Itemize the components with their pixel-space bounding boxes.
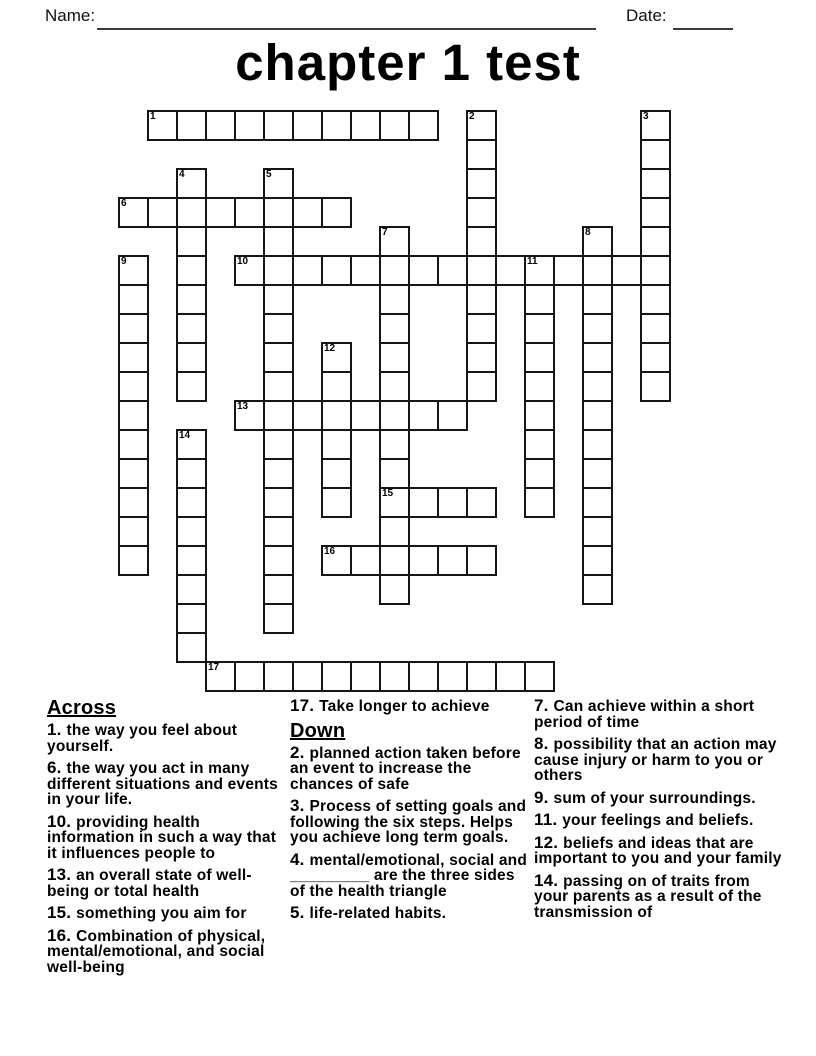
date-label: Date: xyxy=(626,6,667,25)
grid-cell-r13c12[interactable] xyxy=(466,487,497,518)
clue-14 xyxy=(534,870,782,921)
grid-number-10: 10 xyxy=(237,256,249,267)
grid-cell-r8c14[interactable] xyxy=(524,342,555,373)
clue-number-label: 3. xyxy=(290,796,310,815)
grid-cell-r3c5[interactable] xyxy=(263,197,294,228)
grid-cell-r5c15[interactable] xyxy=(553,255,584,286)
grid-number-15: 15 xyxy=(382,488,394,499)
clue-text: providing health information in such a way that it influences people to xyxy=(47,813,277,862)
clue-9 xyxy=(534,787,782,807)
clue-1 xyxy=(47,722,281,754)
clue-3 xyxy=(290,798,528,846)
clue-number-label: 5. xyxy=(290,903,310,922)
grid-cell-r6c18[interactable] xyxy=(640,284,671,315)
grid-cell-r10c14[interactable] xyxy=(524,400,555,431)
grid-number-3: 3 xyxy=(643,111,649,122)
grid-cell-r6c0[interactable] xyxy=(118,284,149,315)
clue-text: life-related habits. xyxy=(309,905,447,922)
clue-text: the way you act in many different situations and events in your life. xyxy=(47,760,278,808)
grid-cell-r4c12[interactable] xyxy=(466,226,497,257)
across-heading: Across xyxy=(47,697,117,719)
grid-number-8: 8 xyxy=(585,227,591,238)
clue-number-label: 9. xyxy=(534,787,554,807)
grid-cell-r6c12[interactable] xyxy=(466,284,497,315)
grid-number-4: 4 xyxy=(179,169,185,180)
grid-cell-r10c7[interactable] xyxy=(321,400,352,431)
grid-cell-r7c16[interactable] xyxy=(582,313,613,344)
clue-15 xyxy=(47,905,281,922)
clue-number-label: 4. xyxy=(290,849,310,869)
grid-cell-r10c10[interactable] xyxy=(408,400,439,431)
clue-text: passing on of traits from your parents as a result of the transmission of xyxy=(534,872,762,921)
grid-cell-r1c12[interactable] xyxy=(466,139,497,170)
grid-cell-r12c16[interactable] xyxy=(582,458,613,489)
grid-cell-r14c0[interactable] xyxy=(118,516,149,547)
clue-text: beliefs and ideas that are important to you and your family xyxy=(534,834,782,867)
grid-cell-r12c7[interactable] xyxy=(321,458,352,489)
grid-cell-r7c2[interactable] xyxy=(176,313,207,344)
grid-cell-r12c2[interactable] xyxy=(176,458,207,489)
grid-cell-r8c2[interactable] xyxy=(176,342,207,373)
grid-cell-r15c16[interactable] xyxy=(582,545,613,576)
grid-cell-r19c10[interactable] xyxy=(408,661,439,692)
clue-column-1 xyxy=(47,698,281,981)
grid-cell-r4c18[interactable] xyxy=(640,226,671,257)
clue-text: Take longer to achieve xyxy=(319,698,490,715)
grid-cell-r12c5[interactable] xyxy=(263,458,294,489)
grid-cell-r19c5[interactable] xyxy=(263,661,294,692)
grid-cell-r19c6[interactable] xyxy=(292,661,323,692)
clue-number-label: 12. xyxy=(534,832,564,852)
grid-cell-r13c2[interactable] xyxy=(176,487,207,518)
grid-cell-r7c14[interactable] xyxy=(524,313,555,344)
clue-text: mental/emotional, social and _________ are the three sides of the health triangle xyxy=(290,851,527,900)
clue-number-label: 8. xyxy=(534,734,554,753)
grid-cell-r19c9[interactable] xyxy=(379,661,410,692)
grid-cell-r18c2[interactable] xyxy=(176,632,207,663)
grid-cell-r8c9[interactable] xyxy=(379,342,410,373)
grid-cell-r9c2[interactable] xyxy=(176,371,207,402)
grid-cell-r15c11[interactable] xyxy=(437,545,468,576)
grid-cell-r14c2[interactable] xyxy=(176,516,207,547)
clue-text: Process of setting goals and following the six steps. Helps you achieve long term goals. xyxy=(290,798,527,846)
grid-cell-r15c12[interactable] xyxy=(466,545,497,576)
clue-text: the way you feel about yourself. xyxy=(47,722,238,755)
grid-cell-r13c0[interactable] xyxy=(118,487,149,518)
grid-cell-r19c4[interactable] xyxy=(234,661,265,692)
grid-cell-r6c14[interactable] xyxy=(524,284,555,315)
grid-cell-r11c5[interactable] xyxy=(263,429,294,460)
grid-cell-r19c7[interactable] xyxy=(321,661,352,692)
grid-cell-r13c14[interactable] xyxy=(524,487,555,518)
clue-text: your feelings and beliefs. xyxy=(562,812,754,829)
grid-cell-r11c14[interactable] xyxy=(524,429,555,460)
grid-cell-r15c10[interactable] xyxy=(408,545,439,576)
grid-cell-r19c11[interactable] xyxy=(437,661,468,692)
grid-cell-r2c12[interactable] xyxy=(466,168,497,199)
grid-cell-r13c7[interactable] xyxy=(321,487,352,518)
clue-column-2 xyxy=(290,698,528,928)
grid-cell-r10c8[interactable] xyxy=(350,400,381,431)
grid-cell-r5c9[interactable] xyxy=(379,255,410,286)
grid-number-9: 9 xyxy=(121,256,127,267)
clue-number-label: 17. xyxy=(290,696,320,715)
clue-number-label: 16. xyxy=(47,925,77,945)
clue-8 xyxy=(534,736,782,784)
grid-cell-r16c2[interactable] xyxy=(176,574,207,605)
grid-cell-r8c0[interactable] xyxy=(118,342,149,373)
grid-cell-r11c0[interactable] xyxy=(118,429,149,460)
grid-cell-r15c9[interactable] xyxy=(379,545,410,576)
grid-cell-r14c5[interactable] xyxy=(263,516,294,547)
grid-cell-r0c10[interactable] xyxy=(408,110,439,141)
grid-number-13: 13 xyxy=(237,401,249,412)
grid-cell-r0c9[interactable] xyxy=(379,110,410,141)
grid-cell-r4c5[interactable] xyxy=(263,226,294,257)
grid-cell-r9c5[interactable] xyxy=(263,371,294,402)
grid-cell-r19c14[interactable] xyxy=(524,661,555,692)
clue-number-label: 10. xyxy=(47,811,77,831)
grid-cell-r5c18[interactable] xyxy=(640,255,671,286)
grid-cell-r0c8[interactable] xyxy=(350,110,381,141)
grid-cell-r12c9[interactable] xyxy=(379,458,410,489)
grid-cell-r15c5[interactable] xyxy=(263,545,294,576)
grid-cell-r7c18[interactable] xyxy=(640,313,671,344)
clue-13 xyxy=(47,867,281,899)
clue-text: an overall state of well-being or total health xyxy=(47,867,252,900)
grid-cell-r10c11[interactable] xyxy=(437,400,468,431)
grid-cell-r7c5[interactable] xyxy=(263,313,294,344)
grid-number-12: 12 xyxy=(324,343,336,354)
clue-number-label: 15. xyxy=(47,903,77,922)
grid-cell-r3c18[interactable] xyxy=(640,197,671,228)
grid-cell-r9c12[interactable] xyxy=(466,371,497,402)
clue-2 xyxy=(290,742,528,793)
grid-cell-r10c9[interactable] xyxy=(379,400,410,431)
grid-cell-r13c16[interactable] xyxy=(582,487,613,518)
grid-cell-r5c7[interactable] xyxy=(321,255,352,286)
grid-cell-r16c16[interactable] xyxy=(582,574,613,605)
grid-cell-r3c2[interactable] xyxy=(176,197,207,228)
clue-6 xyxy=(47,760,281,808)
grid-cell-r0c4[interactable] xyxy=(234,110,265,141)
grid-cell-r7c12[interactable] xyxy=(466,313,497,344)
grid-cell-r11c7[interactable] xyxy=(321,429,352,460)
grid-cell-r14c9[interactable] xyxy=(379,516,410,547)
grid-number-2: 2 xyxy=(469,111,475,122)
grid-cell-r10c0[interactable] xyxy=(118,400,149,431)
grid-cell-r9c0[interactable] xyxy=(118,371,149,402)
grid-cell-r8c5[interactable] xyxy=(263,342,294,373)
clue-number-label: 1. xyxy=(47,720,67,739)
grid-cell-r9c9[interactable] xyxy=(379,371,410,402)
grid-cell-r5c10[interactable] xyxy=(408,255,439,286)
grid-cell-r16c9[interactable] xyxy=(379,574,410,605)
clue-number-label: 14. xyxy=(534,870,564,890)
grid-cell-r9c18[interactable] xyxy=(640,371,671,402)
date-input-line[interactable] xyxy=(673,28,733,30)
grid-cell-r4c2[interactable] xyxy=(176,226,207,257)
clue-text: something you aim for xyxy=(76,905,247,922)
grid-cell-r5c11[interactable] xyxy=(437,255,468,286)
grid-cell-r2c18[interactable] xyxy=(640,168,671,199)
grid-cell-r3c7[interactable] xyxy=(321,197,352,228)
grid-cell-r9c16[interactable] xyxy=(582,371,613,402)
clue-column-3 xyxy=(534,698,782,926)
grid-number-1: 1 xyxy=(150,111,156,122)
grid-cell-r8c16[interactable] xyxy=(582,342,613,373)
grid-cell-r7c9[interactable] xyxy=(379,313,410,344)
clue-17 xyxy=(290,698,528,715)
grid-cell-r12c0[interactable] xyxy=(118,458,149,489)
clue-12 xyxy=(534,832,782,867)
grid-cell-r0c2[interactable] xyxy=(176,110,207,141)
clue-16 xyxy=(47,925,281,976)
grid-cell-r5c13[interactable] xyxy=(495,255,526,286)
grid-number-17: 17 xyxy=(208,662,220,673)
grid-cell-r13c11[interactable] xyxy=(437,487,468,518)
page-title: chapter 1 test xyxy=(235,34,581,91)
clue-10 xyxy=(47,811,281,862)
grid-cell-r10c5[interactable] xyxy=(263,400,294,431)
clue-text: planned action taken before an event to increase the chances of safe xyxy=(290,744,521,793)
grid-cell-r10c6[interactable] xyxy=(292,400,323,431)
grid-cell-r19c13[interactable] xyxy=(495,661,526,692)
grid-cell-r0c7[interactable] xyxy=(321,110,352,141)
grid-cell-r19c12[interactable] xyxy=(466,661,497,692)
grid-cell-r15c2[interactable] xyxy=(176,545,207,576)
grid-cell-r3c4[interactable] xyxy=(234,197,265,228)
grid-cell-r16c5[interactable] xyxy=(263,574,294,605)
grid-cell-r10c16[interactable] xyxy=(582,400,613,431)
grid-number-11: 11 xyxy=(527,256,538,267)
grid-cell-r17c5[interactable] xyxy=(263,603,294,634)
grid-cell-r3c12[interactable] xyxy=(466,197,497,228)
grid-cell-r6c5[interactable] xyxy=(263,284,294,315)
clue-4 xyxy=(290,849,528,900)
grid-number-14: 14 xyxy=(179,430,191,441)
grid-cell-r0c6[interactable] xyxy=(292,110,323,141)
clue-text: possibility that an action may cause injury or harm to you or others xyxy=(534,736,777,784)
grid-cell-r3c3[interactable] xyxy=(205,197,236,228)
grid-cell-r5c2[interactable] xyxy=(176,255,207,286)
grid-number-6: 6 xyxy=(121,198,127,209)
name-label: Name: xyxy=(45,6,96,25)
grid-cell-r3c1[interactable] xyxy=(147,197,178,228)
grid-cell-r14c16[interactable] xyxy=(582,516,613,547)
grid-cell-r5c5[interactable] xyxy=(263,255,294,286)
clue-number-label: 2. xyxy=(290,742,310,762)
grid-cell-r5c8[interactable] xyxy=(350,255,381,286)
crossword-grid xyxy=(118,110,673,694)
grid-cell-r5c12[interactable] xyxy=(466,255,497,286)
clue-number-label: 7. xyxy=(534,696,554,715)
grid-cell-r3c6[interactable] xyxy=(292,197,323,228)
grid-number-7: 7 xyxy=(382,227,388,238)
grid-cell-r12c14[interactable] xyxy=(524,458,555,489)
grid-cell-r9c7[interactable] xyxy=(321,371,352,402)
clue-5 xyxy=(290,905,528,922)
grid-cell-r5c17[interactable] xyxy=(611,255,642,286)
clue-number-label: 13. xyxy=(47,865,77,884)
grid-cell-r11c16[interactable] xyxy=(582,429,613,460)
clue-text: sum of your surroundings. xyxy=(553,789,756,807)
grid-cell-r7c0[interactable] xyxy=(118,313,149,344)
clue-number-label: 11. xyxy=(534,810,563,829)
grid-cell-r13c10[interactable] xyxy=(408,487,439,518)
grid-cell-r15c0[interactable] xyxy=(118,545,149,576)
clue-number-label: 6. xyxy=(47,758,67,777)
grid-cell-r6c9[interactable] xyxy=(379,284,410,315)
grid-number-5: 5 xyxy=(266,169,272,180)
grid-cell-r6c16[interactable] xyxy=(582,284,613,315)
grid-cell-r8c12[interactable] xyxy=(466,342,497,373)
grid-cell-r8c18[interactable] xyxy=(640,342,671,373)
grid-cell-r11c9[interactable] xyxy=(379,429,410,460)
clue-11 xyxy=(534,812,782,829)
grid-cell-r6c2[interactable] xyxy=(176,284,207,315)
grid-cell-r1c18[interactable] xyxy=(640,139,671,170)
grid-cell-r15c8[interactable] xyxy=(350,545,381,576)
name-input-line[interactable] xyxy=(97,28,596,30)
grid-cell-r17c2[interactable] xyxy=(176,603,207,634)
clue-text: Combination of physical, mental/emotional, and social well-being xyxy=(47,927,266,976)
grid-cell-r13c5[interactable] xyxy=(263,487,294,518)
grid-cell-r0c3[interactable] xyxy=(205,110,236,141)
grid-cell-r9c14[interactable] xyxy=(524,371,555,402)
grid-cell-r19c8[interactable] xyxy=(350,661,381,692)
grid-cell-r5c6[interactable] xyxy=(292,255,323,286)
grid-cell-r0c5[interactable] xyxy=(263,110,294,141)
clue-text: Can achieve within a short period of time xyxy=(534,698,755,731)
grid-number-16: 16 xyxy=(324,546,336,557)
clue-7 xyxy=(534,698,782,730)
down-heading: Down xyxy=(290,719,346,742)
grid-cell-r5c16[interactable] xyxy=(582,255,613,286)
